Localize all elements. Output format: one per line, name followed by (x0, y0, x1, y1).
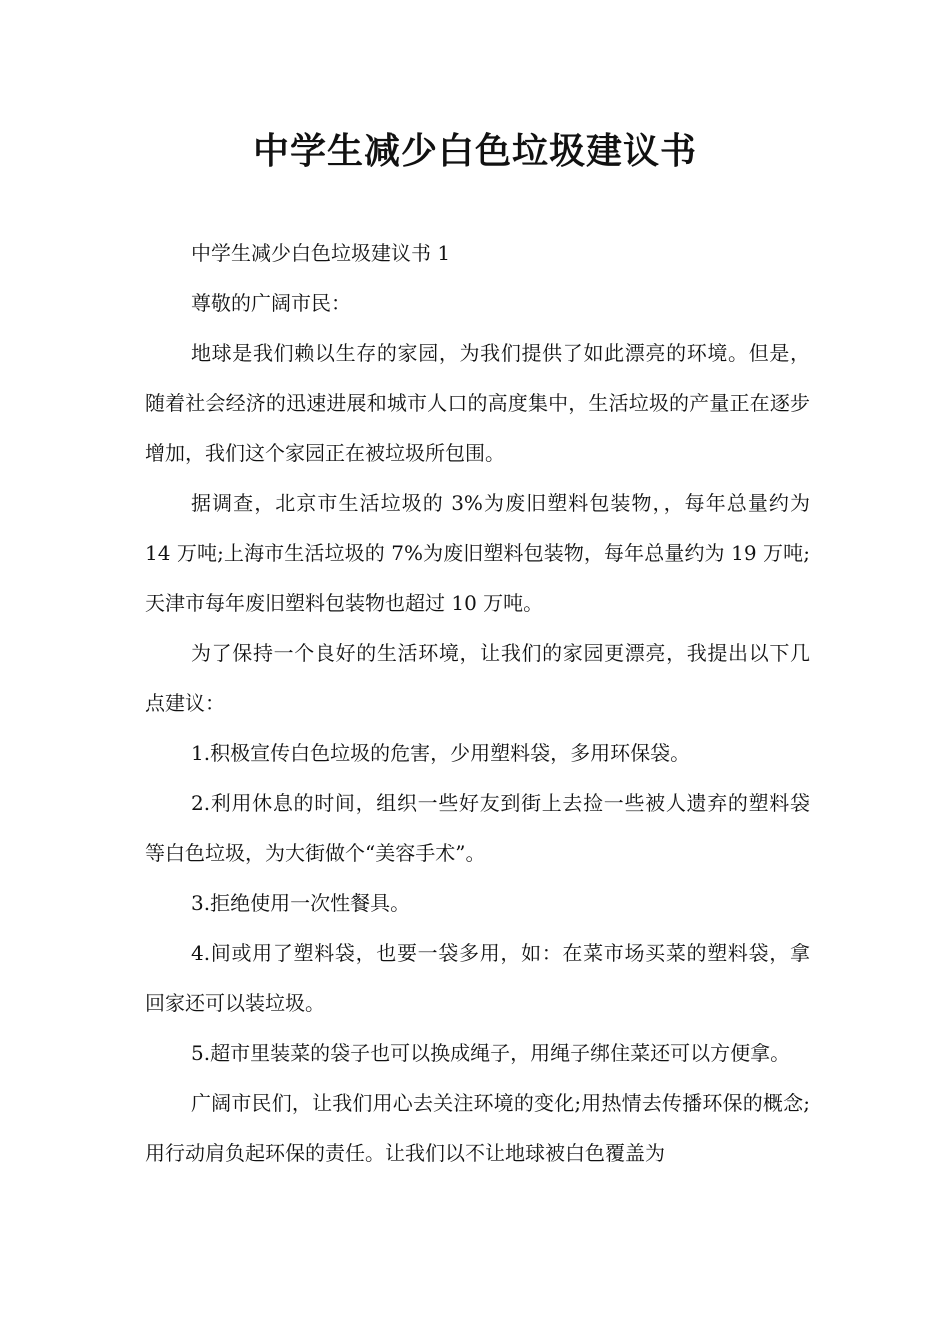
paragraph-survey: 据调查，北京市生活垃圾的 3%为废旧塑料包装物，，每年总量约为 14 万吨;上海市生活垃圾的 7%为废旧塑料包装物，每年总量约为 19 万吨;天津市每年废旧塑料包装物也超过 10 万吨。 (145, 491, 810, 615)
suggestion-item: 2.利用休息的时间，组织一些好友到街上去捡一些被人遗弃的塑料袋等白色垃圾，为大街做个“美容手术”。 (145, 791, 810, 865)
suggestion-item: 4.间或用了塑料袋，也要一袋多用，如：在菜市场买菜的塑料袋，拿回家还可以装垃圾。 (145, 941, 810, 1015)
paragraph-intro: 地球是我们赖以生存的家园，为我们提供了如此漂亮的环境。但是，随着社会经济的迅速进展和城市人口的高度集中，生活垃圾的产量正在逐步增加，我们这个家园正在被垃圾所包围。 (145, 341, 810, 465)
section-heading: 中学生减少白色垃圾建议书 1 (191, 241, 451, 265)
suggestion-item: 5.超市里装菜的袋子也可以换成绳子，用绳子绑住菜还可以方便拿。 (191, 1041, 791, 1065)
paragraph-closing: 广阔市民们，让我们用心去关注环境的变化;用热情去传播环保的概念;用行动肩负起环保的责任。让我们以不让地球被白色覆盖为 (145, 1091, 810, 1165)
paragraph-proposal: 为了保持一个良好的生活环境，让我们的家园更漂亮，我提出以下几点建议： (145, 641, 810, 715)
salutation: 尊敬的广阔市民： (191, 291, 351, 315)
suggestion-item: 1.积极宣传白色垃圾的危害，少用塑料袋，多用环保袋。 (191, 741, 691, 765)
suggestion-item: 3.拒绝使用一次性餐具。 (191, 891, 411, 915)
document-body (145, 228, 810, 1178)
document-title: 中学生减少白色垃圾建议书 (252, 131, 697, 172)
